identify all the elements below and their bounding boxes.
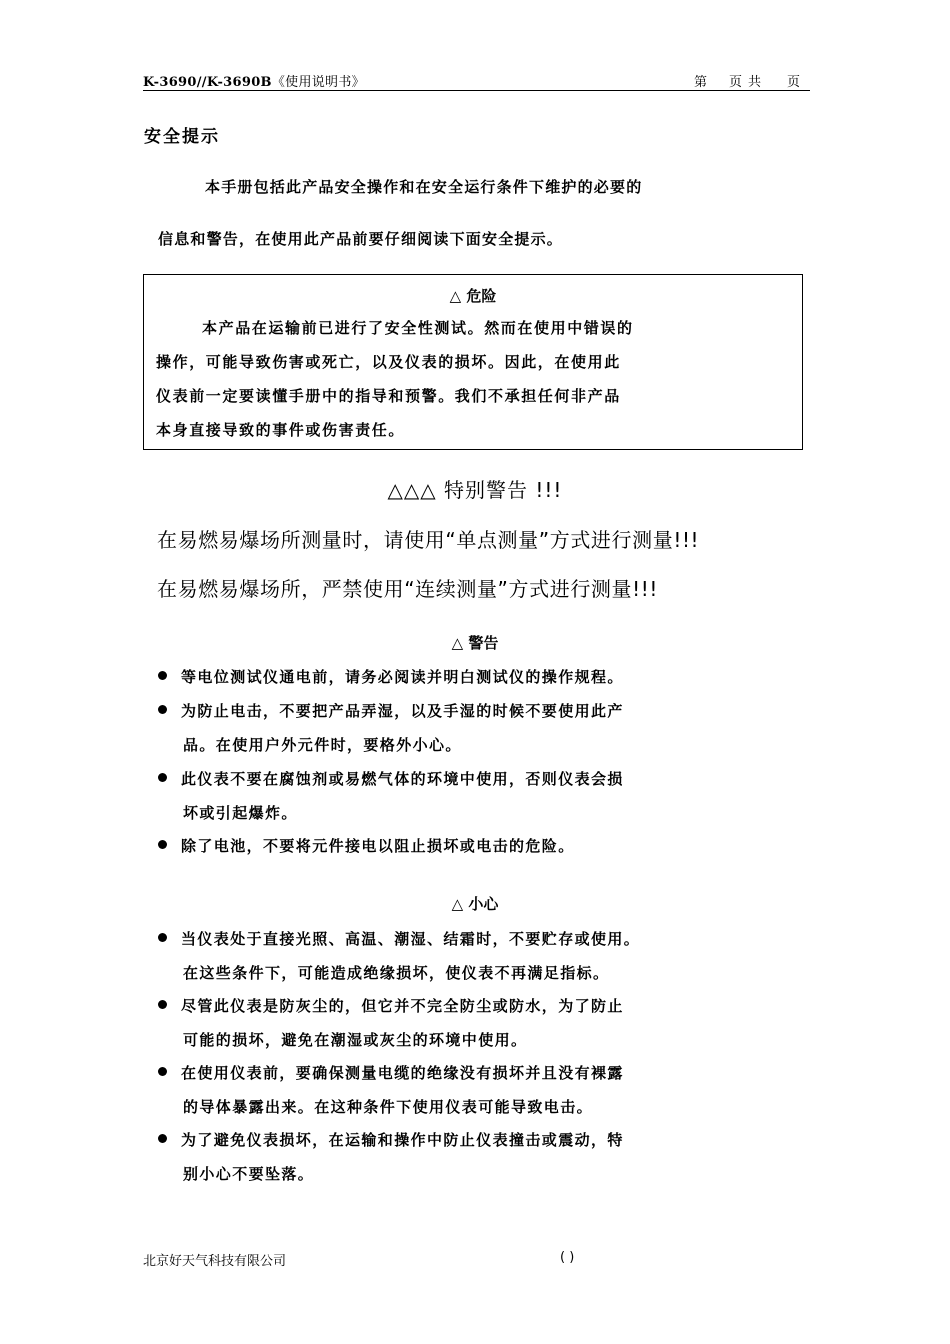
warning-item-text: 为防止电击，不要把产品弄湿，以及手湿的时候不要使用此产 — [181, 702, 624, 720]
caution-item — [158, 995, 624, 1016]
caution-item — [158, 928, 640, 949]
special-warning-title: △△△ 特别警告 !!! — [387, 478, 563, 502]
intro-line-1: 本手册包括此产品安全操作和在安全运行条件下维护的必要的 — [205, 178, 643, 196]
warning-item-continuation: 品。在使用户外元件时，要格外小心。 — [183, 736, 462, 754]
caution-item-continuation: 在这些条件下，可能造成绝缘损坏，使仪表不再满足指标。 — [183, 964, 610, 982]
page-gong-label: 共 — [747, 75, 761, 90]
warning-item — [158, 700, 624, 721]
bullet-icon — [158, 933, 167, 942]
caution-item-continuation: 的导体暴露出来。在这种条件下使用仪表可能导致电击。 — [183, 1098, 594, 1116]
page-ye2-label: 页 — [786, 75, 800, 90]
page-header — [143, 70, 810, 91]
caution-title: △ 小心 — [451, 895, 499, 913]
warning-item-text: 等电位测试仪通电前，请务必阅读并明白测试仪的操作规程。 — [181, 668, 624, 686]
special-warning-line: 在易燃易爆场所，严禁使用“连续测量”方式进行测量!!! — [157, 577, 658, 601]
danger-line: 本产品在运输前已进行了安全性测试。然而在使用中错误的 — [202, 319, 634, 337]
doc-code: K-3690//K-3690B — [143, 75, 272, 90]
footer-page-number: ( ) — [560, 1250, 575, 1265]
section-title: 安全提示 — [144, 127, 220, 147]
intro-line-2: 信息和警告，在使用此产品前要仔细阅读下面安全提示。 — [158, 230, 564, 248]
warning-item — [158, 768, 624, 789]
caution-item-continuation: 可能的损坏，避免在潮湿或灰尘的环境中使用。 — [183, 1031, 528, 1049]
caution-item — [158, 1129, 624, 1150]
danger-line: 本身直接导致的事件或伤害责任。 — [156, 421, 406, 439]
warning-item — [158, 835, 575, 856]
bullet-icon — [158, 773, 167, 782]
header-page-info — [694, 71, 800, 90]
danger-line: 操作，可能导致伤害或死亡，以及仪表的损坏。因此，在使用此 — [156, 353, 621, 371]
bullet-icon — [158, 705, 167, 714]
danger-title: △ 危险 — [449, 287, 497, 305]
caution-item-text: 当仪表处于直接光照、高温、潮湿、结霜时，不要贮存或使用。 — [181, 930, 641, 948]
warning-item-continuation: 坏或引起爆炸。 — [183, 804, 298, 822]
warning-item-text: 此仪表不要在腐蚀剂或易燃气体的环境中使用，否则仪表会损 — [181, 770, 624, 788]
bullet-icon — [158, 671, 167, 680]
warning-item-text: 除了电池，不要将元件接电以阻止损坏或电击的危险。 — [181, 837, 575, 855]
caution-item-continuation: 别小心不要坠落。 — [183, 1165, 315, 1183]
page-di-label: 第 — [693, 75, 707, 90]
page-ye-label: 页 — [728, 75, 742, 90]
caution-item — [158, 1062, 624, 1083]
bullet-icon — [158, 1134, 167, 1143]
warning-title: △ 警告 — [451, 634, 499, 652]
book-title: 《使用说明书》 — [271, 75, 365, 90]
footer-company: 北京好天气科技有限公司 — [143, 1254, 287, 1269]
header-doc-title — [143, 71, 365, 90]
bullet-icon — [158, 1000, 167, 1009]
caution-item-text: 在使用仪表前，要确保测量电缆的绝缘没有损坏并且没有裸露 — [181, 1064, 624, 1082]
danger-box — [143, 274, 803, 450]
warning-item — [158, 666, 624, 687]
bullet-icon — [158, 840, 167, 849]
danger-line: 仪表前一定要读懂手册中的指导和预警。我们不承担任何非产品 — [156, 387, 621, 405]
bullet-icon — [158, 1067, 167, 1076]
caution-item-text: 尽管此仪表是防灰尘的，但它并不完全防尘或防水，为了防止 — [181, 997, 624, 1015]
caution-item-text: 为了避免仪表损坏，在运输和操作中防止仪表撞击或震动，特 — [181, 1131, 624, 1149]
special-warning-line: 在易燃易爆场所测量时，请使用“单点测量”方式进行测量!!! — [157, 528, 700, 552]
